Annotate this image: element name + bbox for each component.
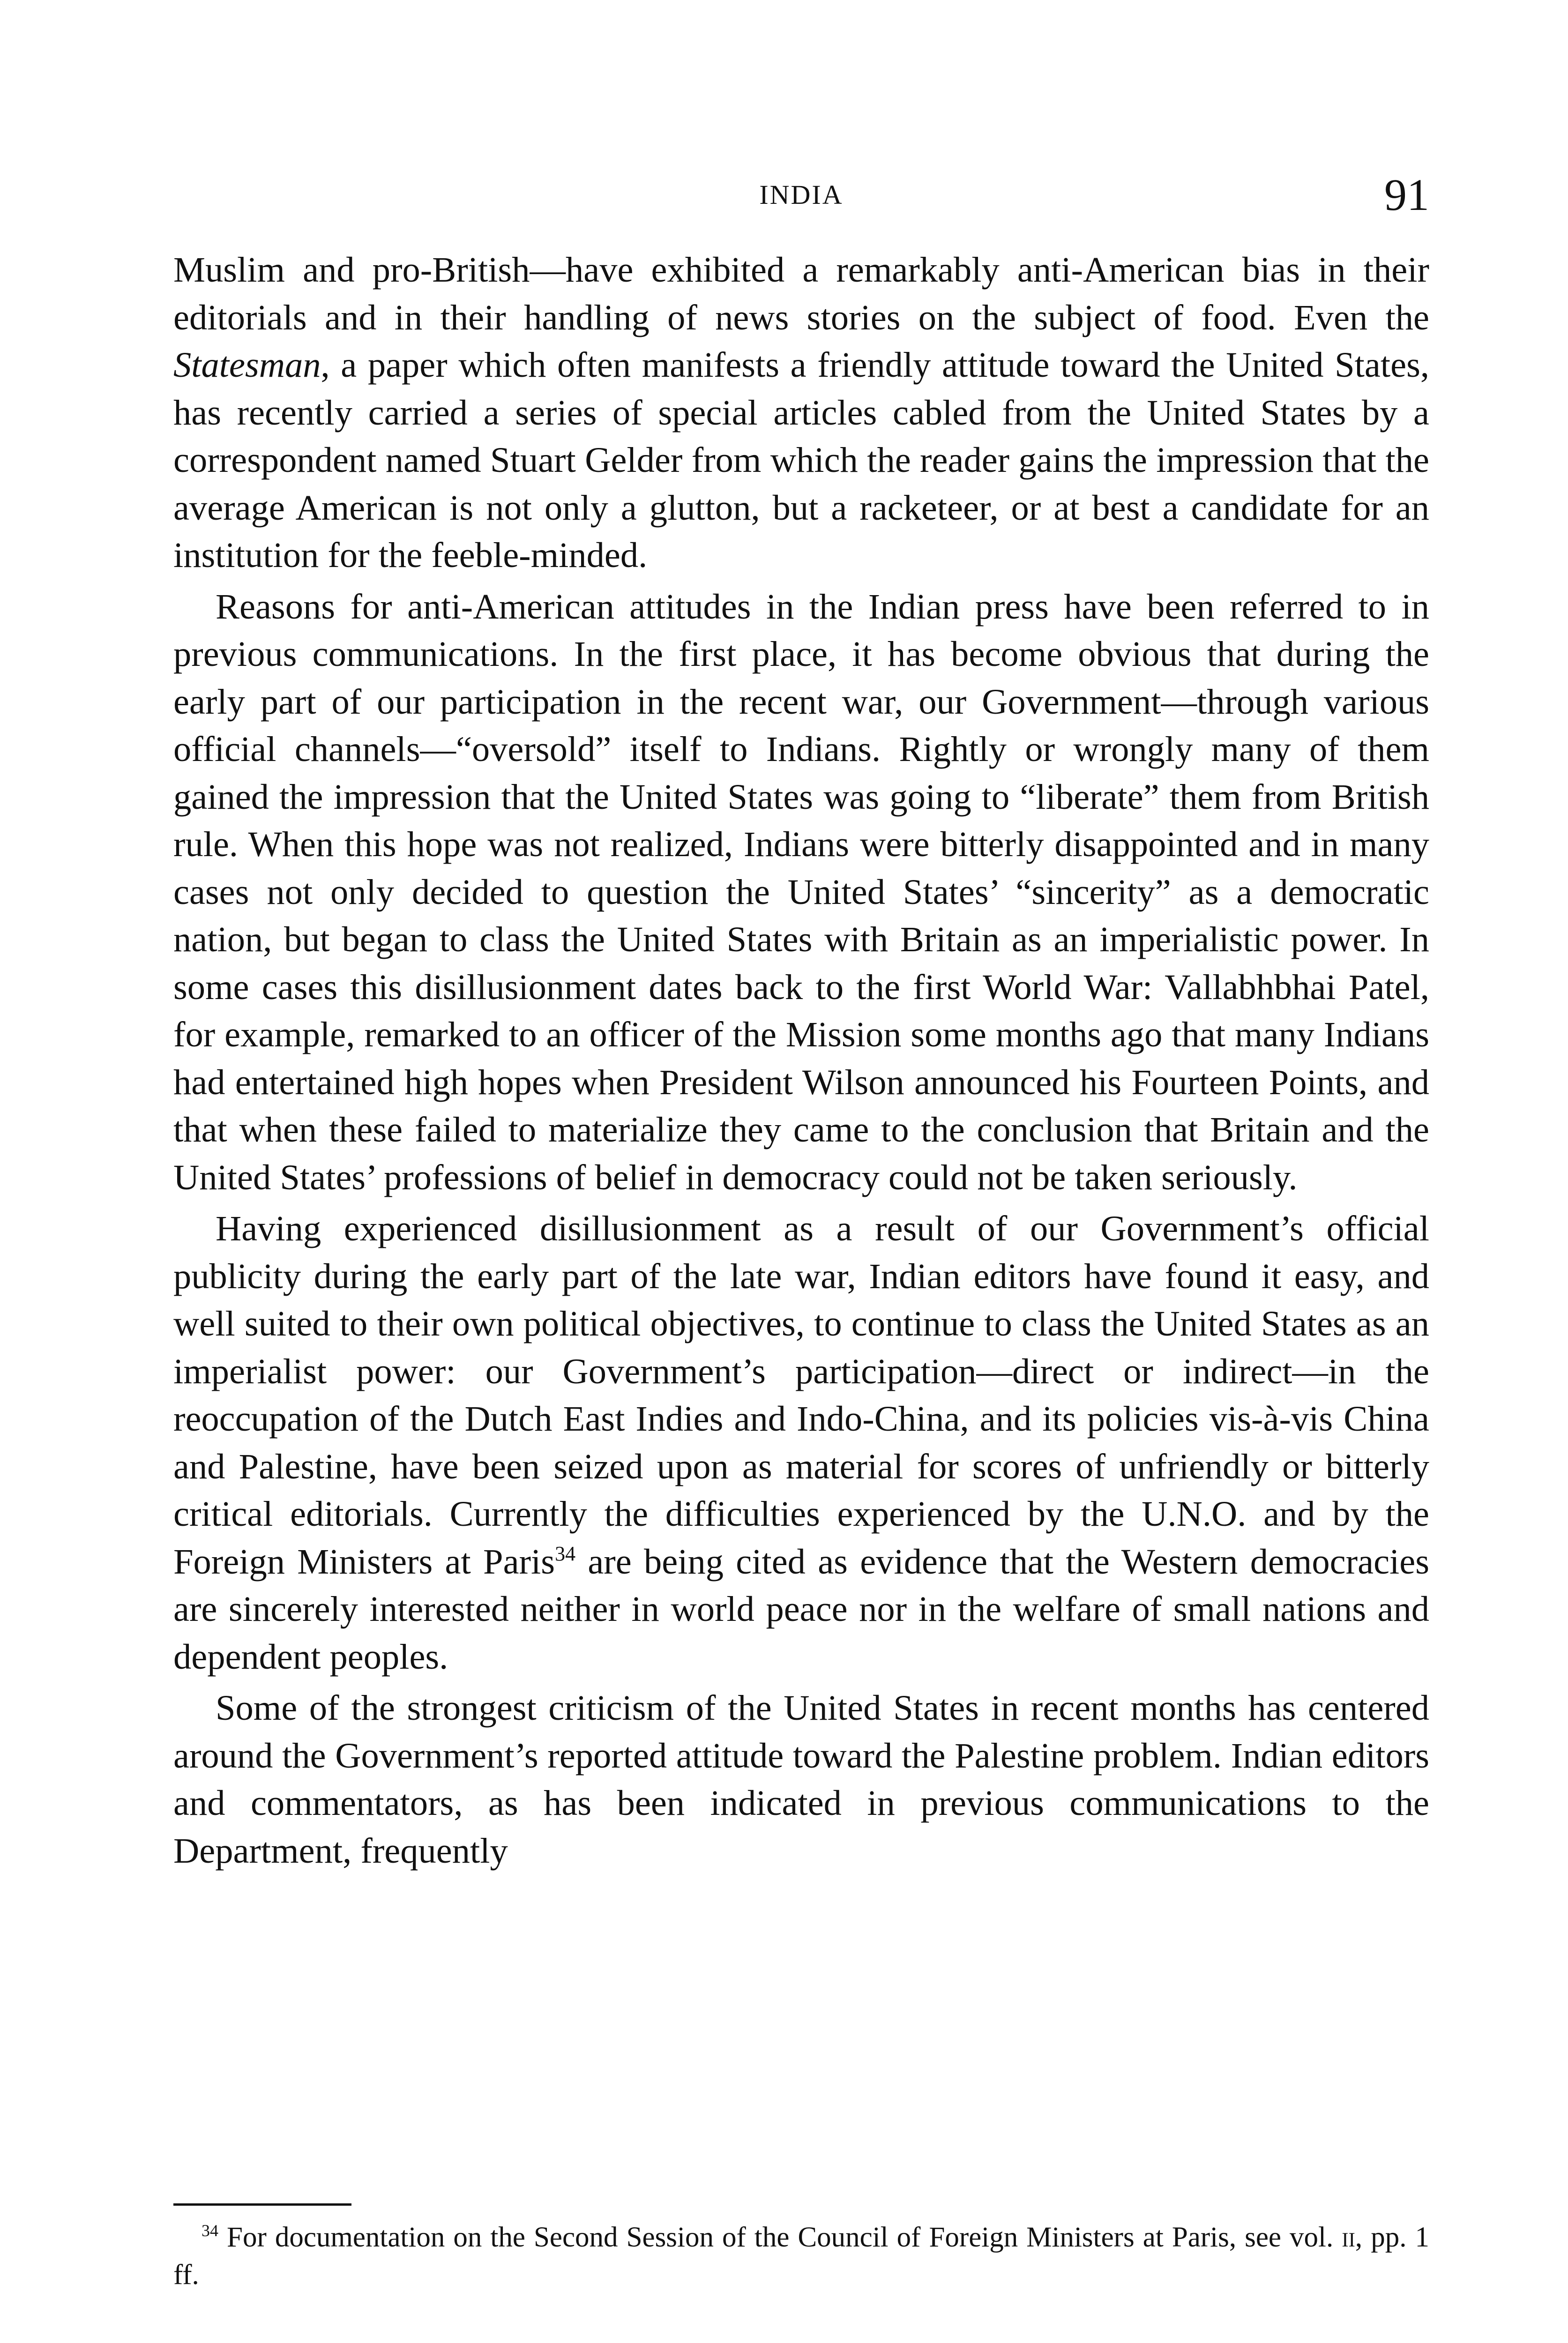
footnote-reference: 34 bbox=[555, 1542, 576, 1565]
running-title: INDIA bbox=[759, 179, 844, 210]
paragraph-3 bbox=[173, 1205, 1429, 1680]
footnote-divider bbox=[173, 2203, 351, 2206]
footnote-marker: 34 bbox=[202, 2221, 218, 2240]
footnote bbox=[173, 2219, 1429, 2294]
paragraph-4: Some of the strongest criticism of the United States in recent months has centered around the Government’s reported attitude toward the Palestine problem. Indian editors and commentators, as has been indicated in previous communications to the Department, frequently bbox=[173, 1688, 1429, 1871]
footnote-text: For documentation on the Second Session of the Council of Foreign Ministers at Paris, see vol. bbox=[218, 2222, 1342, 2253]
body-text bbox=[173, 246, 1429, 1874]
paragraph-1-text-cont: , a paper which often manifests a friendly attitude toward the United States, has recently carried a series of special articles cabled from the United States by a correspondent named Stuart Gelder from which the reader gains the impression that the average American is not only a glutton, but a racketeer, or at best a candidate for an institution for the feeble-minded. bbox=[173, 345, 1429, 575]
footnote-text-cont: , pp. 1 ff. bbox=[173, 2222, 1429, 2291]
paragraph-1 bbox=[173, 246, 1429, 579]
running-head bbox=[173, 169, 1429, 220]
paragraph-1-text: Muslim and pro-British—have exhibited a remarkably anti-American bias in their editorials and in their handling of news stories on the subject of food. Even the bbox=[173, 250, 1429, 337]
statesman-italic: Statesman bbox=[173, 345, 321, 385]
footnote-34 bbox=[173, 2219, 1429, 2294]
paragraph-3-text: Having experienced disillusionment as a result of our Government’s official publicity during the early part of the late war, Indian editors have found it easy, and well suited to their own political objectives, to continue to class the United States as an imperialist power: our Government’s participation—direct or indirect—in the reoccupation of the Dutch East Indies and Indo-China, and its policies vis-à-vis China and Palestine, have been seized upon as material for scores of unfriendly or bitterly critical editorials. Currently the difficulties experienced by the U.N.O. and by the Foreign Ministers at Paris bbox=[173, 1209, 1429, 1582]
footnote-volume: ii bbox=[1342, 2222, 1355, 2253]
paragraph-2: Reasons for anti-American attitudes in the Indian press have been referred to in previous communications. In the first place, it has become obvious that during the early part of our participation in the recent war, our Government—through various official channels—“oversold” itself to Indians. Rightly or wrongly many of them gained the impression that the United States was going to “liberate” them from British rule. When this hope was not realized, Indians were bitterly disappointed and in many cases not only decided to question the United States’ “sincerity” as a democratic nation, but began to class the United States with Britain as an imperialistic power. In some cases this disillusionment dates back to the first World War: Vallabhbhai Patel, for example, remarked to an officer of the Mission some months ago that many Indians had entertained high hopes when President Wilson announced his Fourteen Points, and that when these failed to materialize they came to the conclusion that Britain and the United States’ professions of belief in democracy could not be taken seriously. bbox=[173, 586, 1429, 1197]
paragraph-3-text-cont: are being cited as evidence that the Western democracies are sincerely interested neither in world peace nor in the welfare of small nations and dependent peoples. bbox=[173, 1541, 1429, 1677]
page-number: 91 bbox=[1384, 170, 1429, 220]
